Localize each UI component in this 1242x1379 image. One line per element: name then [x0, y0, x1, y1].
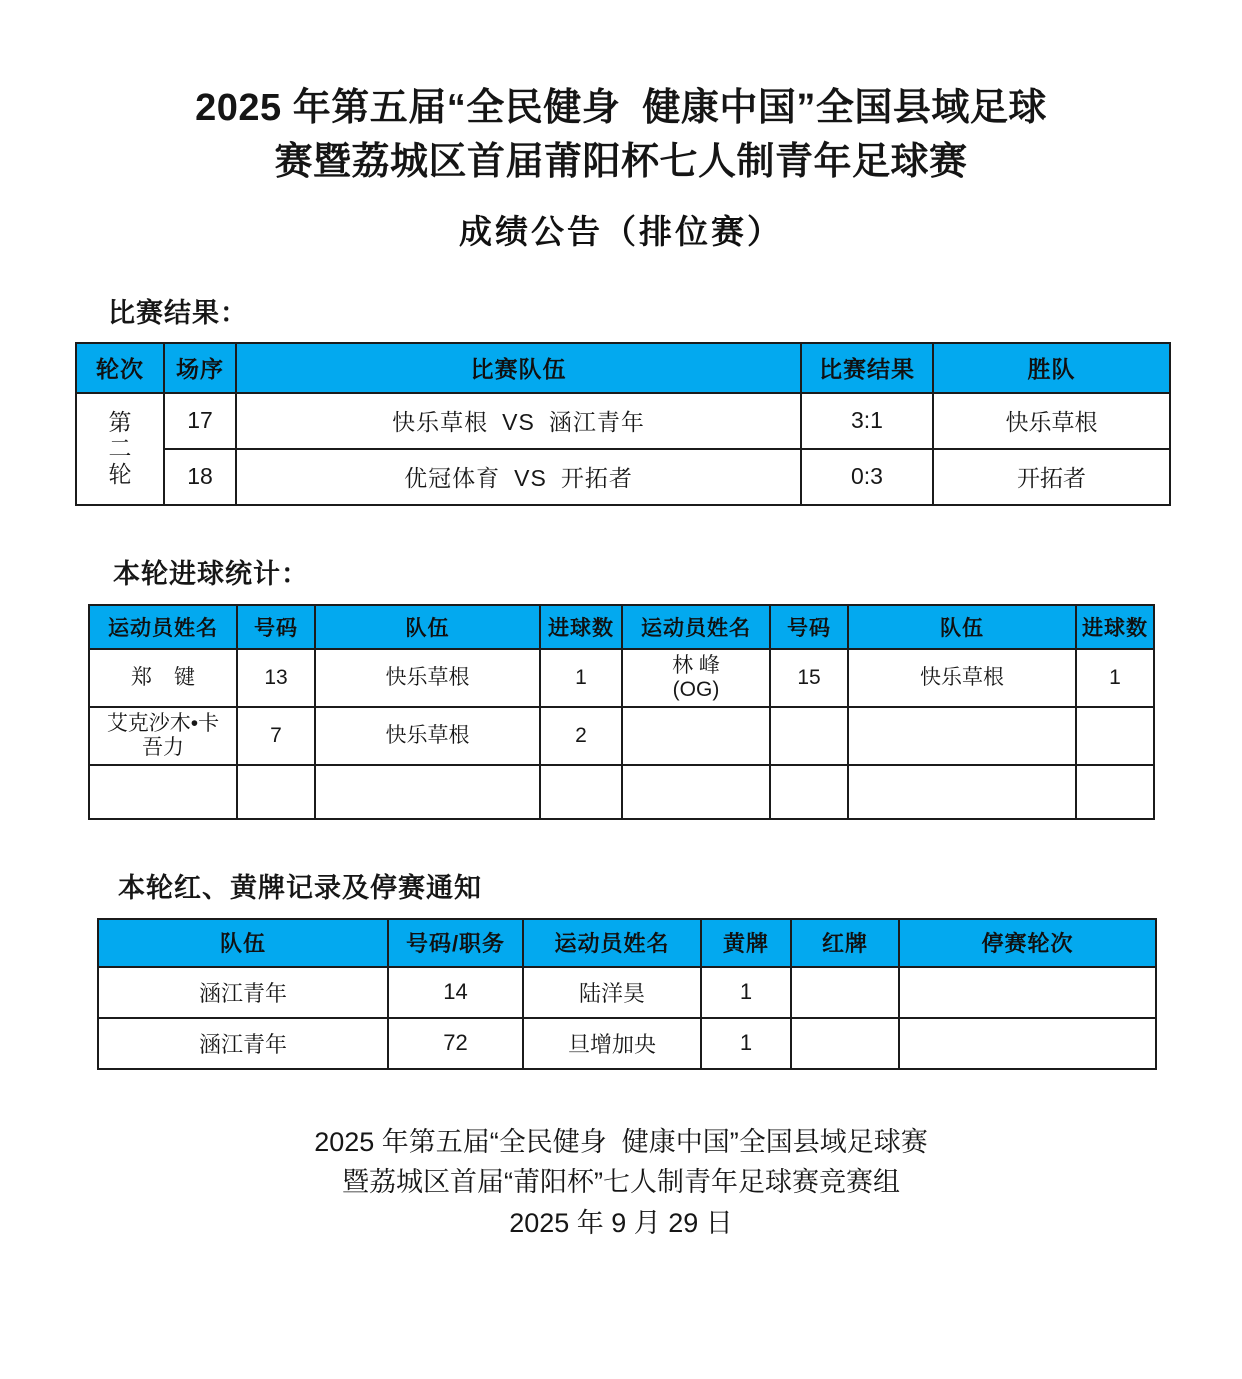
column-header-suspension: 停赛轮次 — [899, 919, 1156, 967]
match-winner: 快乐草根 — [933, 393, 1170, 449]
scorer-team-right: 快乐草根 — [848, 649, 1076, 707]
scorer-name-left — [89, 649, 237, 707]
round-char-1: 第 — [108, 409, 132, 436]
scorer-name-left-line2: 吾力 — [142, 735, 184, 759]
scorer-name-left — [89, 707, 237, 765]
card-team: 涵江青年 — [98, 967, 388, 1018]
results-section-heading: 比赛结果： — [108, 297, 248, 328]
column-header-team: 队伍 — [98, 919, 388, 967]
scorer-team-right — [848, 707, 1076, 765]
column-header-score: 比赛结果 — [801, 343, 933, 393]
vs-label: VS — [502, 409, 535, 436]
cards-section-heading: 本轮红、黄牌记录及停赛通知 — [118, 872, 482, 903]
card-red — [791, 967, 899, 1018]
footer-line-2: 暨荔城区首届“莆阳杯”七人制青年足球赛竞赛组 — [342, 1167, 900, 1198]
column-header-goals-left: 进球数 — [540, 605, 622, 649]
scorer-goals-left — [540, 765, 622, 819]
table-row — [89, 707, 1154, 765]
footer-line-1: 2025 年第五届“全民健身 健康中国”全国县域足球赛 — [314, 1126, 928, 1157]
column-header-yellow: 黄牌 — [701, 919, 791, 967]
document-header — [0, 0, 1242, 253]
home-team: 优冠体育 — [404, 465, 501, 492]
card-suspension — [899, 967, 1156, 1018]
round-char-3: 轮 — [108, 460, 132, 487]
scorer-team-left: 快乐草根 — [315, 649, 540, 707]
match-order: 18 — [164, 449, 236, 505]
column-header-round: 轮次 — [76, 343, 164, 393]
away-team: 涵江青年 — [548, 409, 645, 436]
table-header-row — [98, 919, 1156, 967]
column-header-team-right: 队伍 — [848, 605, 1076, 649]
column-header-red: 红牌 — [791, 919, 899, 967]
table-row — [89, 765, 1154, 819]
scorer-name-left — [89, 765, 237, 819]
column-header-number-right: 号码 — [770, 605, 848, 649]
table-header-row — [89, 605, 1154, 649]
scorer-name-right — [622, 649, 770, 707]
scorer-number-left: 7 — [237, 707, 315, 765]
card-number: 72 — [388, 1018, 523, 1069]
column-header-number: 号码/职务 — [388, 919, 523, 967]
table-row — [76, 393, 1170, 449]
scorer-number-left: 13 — [237, 649, 315, 707]
card-player: 陆洋昊 — [523, 967, 701, 1018]
match-score: 3:1 — [801, 393, 933, 449]
goals-section-heading: 本轮进球统计： — [113, 558, 309, 589]
card-player: 旦增加央 — [523, 1018, 701, 1069]
card-red — [791, 1018, 899, 1069]
vs-label: VS — [514, 465, 547, 492]
table-header-row — [76, 343, 1170, 393]
card-number: 14 — [388, 967, 523, 1018]
scorer-goals-left: 1 — [540, 649, 622, 707]
scorer-team-right — [848, 765, 1076, 819]
card-yellow: 1 — [701, 967, 791, 1018]
results-table — [75, 342, 1171, 506]
round-label-cell — [76, 393, 164, 505]
page-title — [0, 82, 1242, 190]
scorer-number-right: 15 — [770, 649, 848, 707]
column-header-goals-right: 进球数 — [1076, 605, 1154, 649]
away-team: 开拓者 — [560, 465, 633, 492]
scorer-givenname-left: 键 — [174, 665, 195, 689]
table-row — [76, 449, 1170, 505]
home-team: 快乐草根 — [392, 409, 489, 436]
match-teams — [236, 393, 801, 449]
scorer-team-left: 快乐草根 — [315, 707, 540, 765]
match-teams — [236, 449, 801, 505]
page-title-line-2: 赛暨荔城区首届莆阳杯七人制青年足球赛 — [274, 140, 968, 183]
column-header-order: 场序 — [164, 343, 236, 393]
card-suspension — [899, 1018, 1156, 1069]
table-row — [89, 649, 1154, 707]
footer-date: 2025 年 9 月 29 日 — [509, 1207, 733, 1238]
scorer-surname-left: 郑 — [131, 665, 152, 689]
goals-table — [88, 604, 1155, 820]
scorer-name-left-line1: 艾克沙木•卡 — [106, 712, 220, 736]
scorer-name-right — [622, 707, 770, 765]
scorer-number-right — [770, 707, 848, 765]
scorer-name-right-line1: 林 峰 — [672, 654, 720, 678]
scorer-team-left — [315, 765, 540, 819]
scorer-name-right-line2: (OG) — [672, 677, 720, 701]
column-header-teams: 比赛队伍 — [236, 343, 801, 393]
column-header-team-left: 队伍 — [315, 605, 540, 649]
match-winner: 开拓者 — [933, 449, 1170, 505]
match-score: 0:3 — [801, 449, 933, 505]
column-header-number-left: 号码 — [237, 605, 315, 649]
scorer-goals-right — [1076, 765, 1154, 819]
column-header-player: 运动员姓名 — [523, 919, 701, 967]
page-subtitle: 成绩公告（排位赛） — [459, 212, 783, 250]
card-yellow: 1 — [701, 1018, 791, 1069]
scorer-goals-right: 1 — [1076, 649, 1154, 707]
page-title-line-1: 2025 年第五届“全民健身 健康中国”全国县域足球 — [195, 87, 1047, 129]
match-order: 17 — [164, 393, 236, 449]
document-footer — [0, 1122, 1242, 1244]
round-char-2: 二 — [108, 435, 132, 462]
column-header-player-left: 运动员姓名 — [89, 605, 237, 649]
column-header-player-right: 运动员姓名 — [622, 605, 770, 649]
scorer-name-right — [622, 765, 770, 819]
cards-table — [97, 918, 1157, 1070]
table-row — [98, 1018, 1156, 1069]
scorer-number-left — [237, 765, 315, 819]
column-header-winner: 胜队 — [933, 343, 1170, 393]
scorer-goals-right — [1076, 707, 1154, 765]
scorer-number-right — [770, 765, 848, 819]
card-team: 涵江青年 — [98, 1018, 388, 1069]
table-row — [98, 967, 1156, 1018]
scorer-goals-left: 2 — [540, 707, 622, 765]
